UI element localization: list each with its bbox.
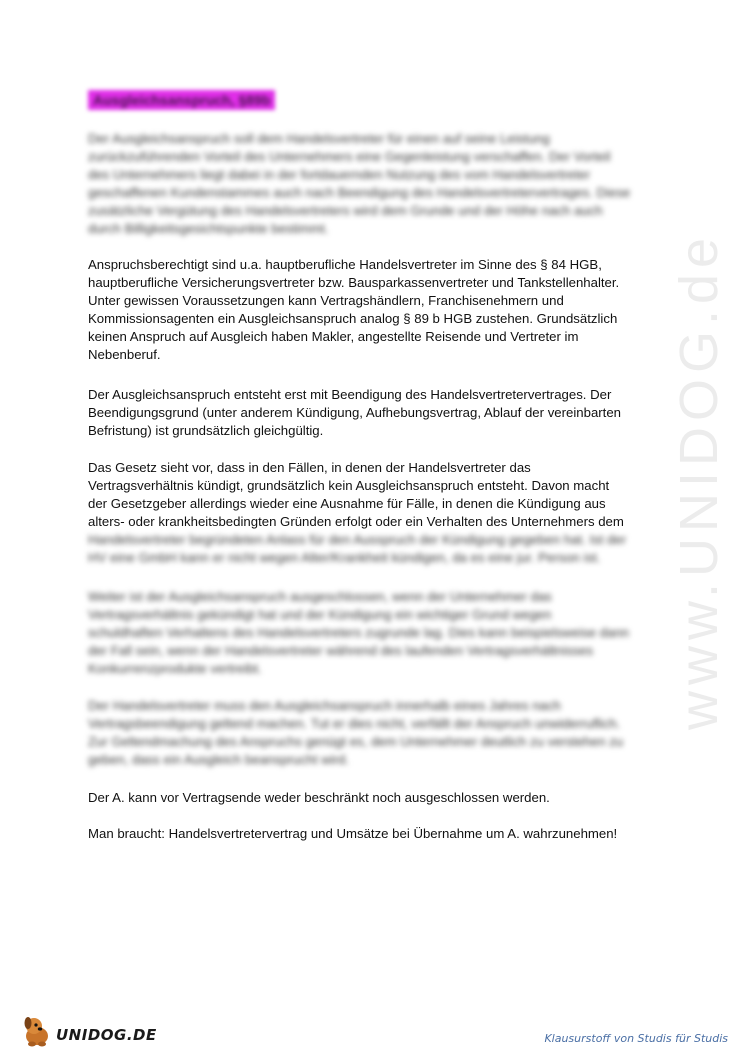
text-line: zurückzuführenden Vorteil des Unternehmers eine Gegenleistung verschaffen. Der Vorteil bbox=[88, 149, 611, 164]
text-line: Kommissionsagenten ein Ausgleichsanspruch analog § 89 b HGB zustehen. Grundsätzlich bbox=[88, 311, 618, 326]
paragraph-eligibility bbox=[88, 258, 660, 368]
blurred-deadline-paragraph bbox=[88, 697, 660, 769]
text-line: Der A. kann vor Vertragsende weder beschränkt noch ausgeschlossen werden. bbox=[88, 790, 550, 805]
text-line: keinen Anspruch auf Ausgleich haben Makler, angestellte Reisende und Vertreter im bbox=[88, 329, 579, 344]
text-line: Man braucht: Handelsvertretervertrag und Umsätze bei Übernahme um A. wahrzunehmen! bbox=[88, 826, 618, 841]
text-line: Anspruchsberechtigt sind u.a. hauptberufliche Handelsvertreter im Sinne des § 84 HGB, bbox=[88, 258, 602, 272]
text-line: Nebenberuf. bbox=[88, 347, 161, 362]
paragraph-termination bbox=[88, 459, 660, 531]
paragraph-restriction bbox=[88, 790, 660, 808]
text-line: Handelsvertreter begründeten Anlass für den Ausspruch der Kündigung gegeben hat. Ist der bbox=[88, 532, 627, 547]
text-line: geben, dass ein Ausgleich beansprucht wird. bbox=[88, 752, 349, 767]
text-line: hauptberufliche Versicherungsvertreter bzw. Bausparkassenvertreter und Tankstellenhalter. bbox=[88, 275, 620, 290]
blurred-intro-paragraph bbox=[88, 130, 660, 238]
text-line: der Fall sein, wenn der Handelsvertreter während des laufenden Vertragsverhältnisses bbox=[88, 643, 594, 658]
text-line: Zur Geltendmachung des Anspruchs genügt es, dem Unternehmer deutlich zu verstehen zu bbox=[88, 734, 624, 749]
watermark-text: www.UNIDOG.de bbox=[669, 231, 729, 730]
paragraph-requirements bbox=[88, 825, 660, 843]
logo-text: UNIDOG.DE bbox=[56, 1026, 157, 1044]
section-heading: Ausgleichsanspruch, §89b bbox=[88, 90, 275, 110]
text-line: Das Gesetz sieht vor, dass in den Fällen, in denen der Handelsvertreter das bbox=[88, 460, 531, 475]
text-line: Der Ausgleichsanspruch soll dem Handelsvertreter für einen auf seine Leistung bbox=[88, 131, 550, 146]
text-line: Befristung) ist grundsätzlich gleichgültig. bbox=[88, 423, 324, 438]
text-line: durch Billigkeitsgesichtspunkte bestimmt. bbox=[88, 221, 329, 236]
text-line: Unter gewissen Voraussetzungen kann Vertragshändlern, Franchisenehmern und bbox=[88, 293, 564, 308]
text-line: Vertragsverhältnis kündigt, grundsätzlich kein Ausgleichsanspruch entsteht. Davon macht bbox=[88, 478, 610, 493]
unidog-logo bbox=[22, 1012, 182, 1052]
text-line: Der Ausgleichsanspruch entsteht erst mit Beendigung des Handelsvertretervertrages. Der bbox=[88, 387, 612, 402]
blurred-termination-continuation bbox=[88, 531, 660, 567]
text-line: Konkurrenzprodukte vertreibt. bbox=[88, 661, 262, 676]
text-line: alters- oder krankheitsbedingten Gründen erfolgt oder ein Verhalten des Unternehmers dem bbox=[88, 514, 624, 529]
text-line: Weiter ist der Ausgleichsanspruch ausgeschlossen, wenn der Unternehmer das bbox=[88, 589, 552, 604]
text-line: Vertragsbeendigung geltend machen. Tut er dies nicht, verfällt der Anspruch unwiderruflich. bbox=[88, 716, 621, 731]
text-line: Beendigungsgrund (unter anderem Kündigung, Aufhebungsvertrag, Ablauf der vereinbarten bbox=[88, 405, 622, 420]
text-line: zusätzliche Vergütung des Handelsvertreters wird dem Grunde und der Höhe nach auch bbox=[88, 203, 603, 218]
text-line: der Gesetzgeber allerdings wieder eine Ausnahme für Fälle, in denen die Kündigung aus bbox=[88, 496, 606, 511]
text-line: Der Handelsvertreter muss den Ausgleichsanspruch innerhalb eines Jahres nach bbox=[88, 698, 561, 713]
text-line: geschaffenen Kundenstammes auch nach Beendigung des Handelsvertretervertrages. Diese bbox=[88, 185, 631, 200]
dog-mascot-icon bbox=[22, 1014, 54, 1048]
text-line: des Unternehmers liegt dabei in der fortdauernden Nutzung des vom Handelsvertreter bbox=[88, 167, 591, 182]
paragraph-origin bbox=[88, 386, 660, 440]
text-line: HV eine GmbH kann er nicht wegen Alter/Krankheit kündigen, da es eine jur. Person ist. bbox=[88, 550, 601, 565]
text-line: schuldhaften Verhaltens des Handelsvertreters zugrunde lag. Dies kann beispielsweise dann bbox=[88, 625, 630, 640]
text-line: Vertragsverhältnis gekündigt hat und der Kündigung ein wichtiger Grund wegen bbox=[88, 607, 552, 622]
blurred-exclusion-paragraph bbox=[88, 588, 660, 678]
footer-tagline: Klausurstoff von Studis für Studis bbox=[544, 1032, 728, 1045]
